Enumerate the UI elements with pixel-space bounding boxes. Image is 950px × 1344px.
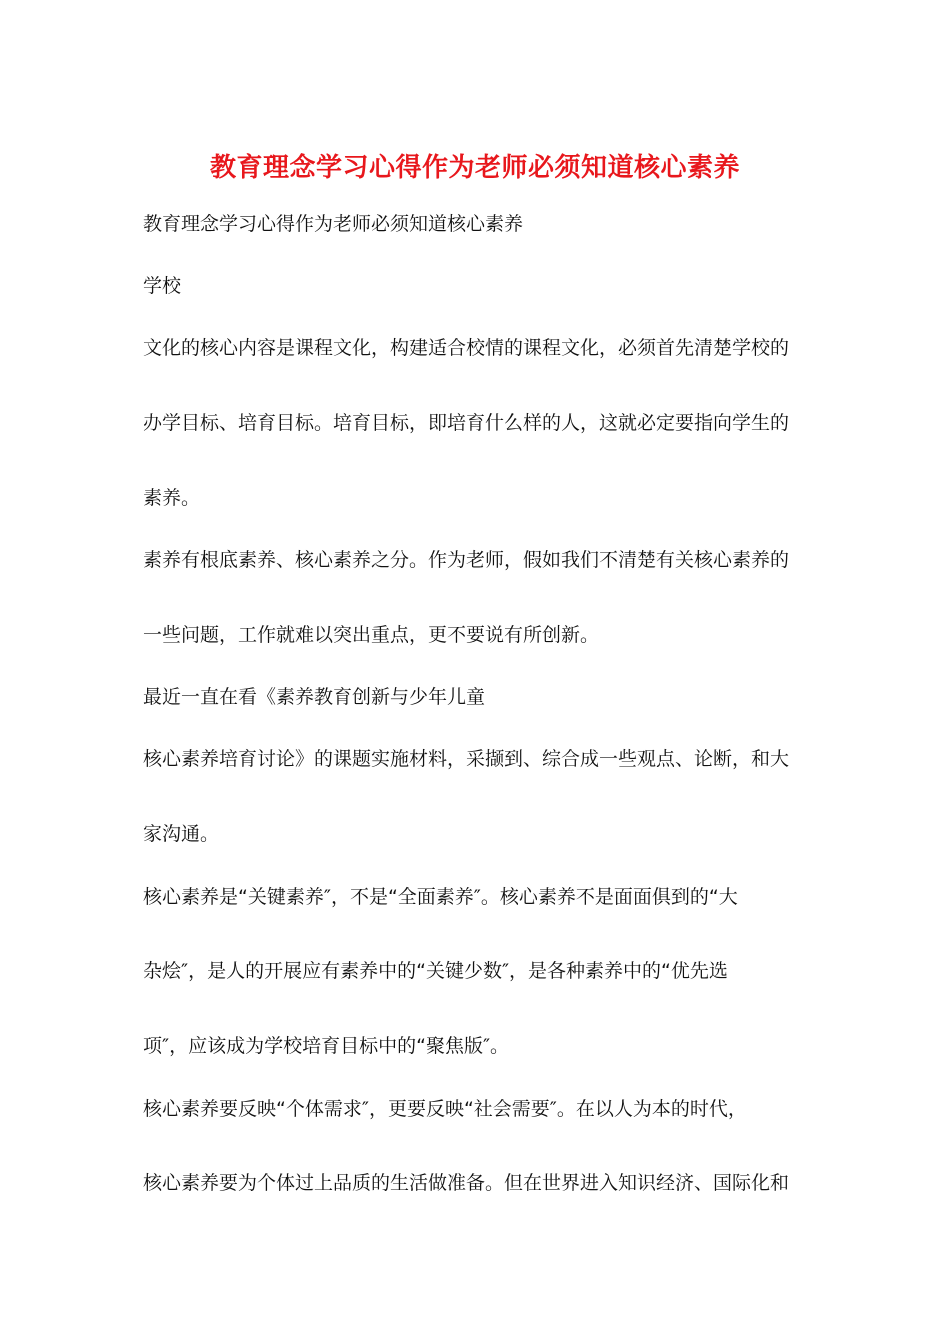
- paragraph-line: 教育理念学习心得作为老师必须知道核心素养: [143, 213, 524, 235]
- paragraph-line: 家沟通。: [143, 823, 220, 845]
- paragraph-line: 核心素养要反映“个体需求″，更要反映“社会需要″。在以人为本的时代，: [143, 1098, 747, 1120]
- paragraph-line: 核心素养要为个体过上品质的生活做准备。但在世界进入知识经济、国际化和: [143, 1172, 790, 1194]
- paragraph-line: 杂烩″，是人的开展应有素养中的“关键少数″，是各种素养中的“优先选: [143, 960, 728, 982]
- paragraph-line: 文化的核心内容是课程文化，构建适合校情的课程文化，必须首先清楚学校的: [143, 337, 790, 359]
- paragraph-line: 最近一直在看《素养教育创新与少年儿童: [143, 686, 486, 708]
- paragraph-line: 核心素养是“关键素养″，不是“全面素养″。核心素养不是面面俱到的“大: [143, 886, 738, 908]
- paragraph-line: 核心素养培育讨论》的课题实施材料，采撷到、综合成一些观点、论断，和大: [143, 748, 790, 770]
- document-title: 教育理念学习心得作为老师必须知道核心素养: [209, 153, 740, 183]
- paragraph-line: 学校: [143, 275, 182, 297]
- paragraph-line: 素养。: [143, 487, 201, 509]
- paragraph-line: 一些问题，工作就难以突出重点，更不要说有所创新。: [143, 624, 600, 646]
- paragraph-line: 办学目标、培育目标。培育目标，即培育什么样的人，这就必定要指向学生的: [143, 412, 790, 434]
- paragraph-line: 素养有根底素养、核心素养之分。作为老师，假如我们不清楚有关核心素养的: [143, 549, 790, 571]
- paragraph-line: 项″，应该成为学校培育目标中的“聚焦版″。: [143, 1035, 510, 1057]
